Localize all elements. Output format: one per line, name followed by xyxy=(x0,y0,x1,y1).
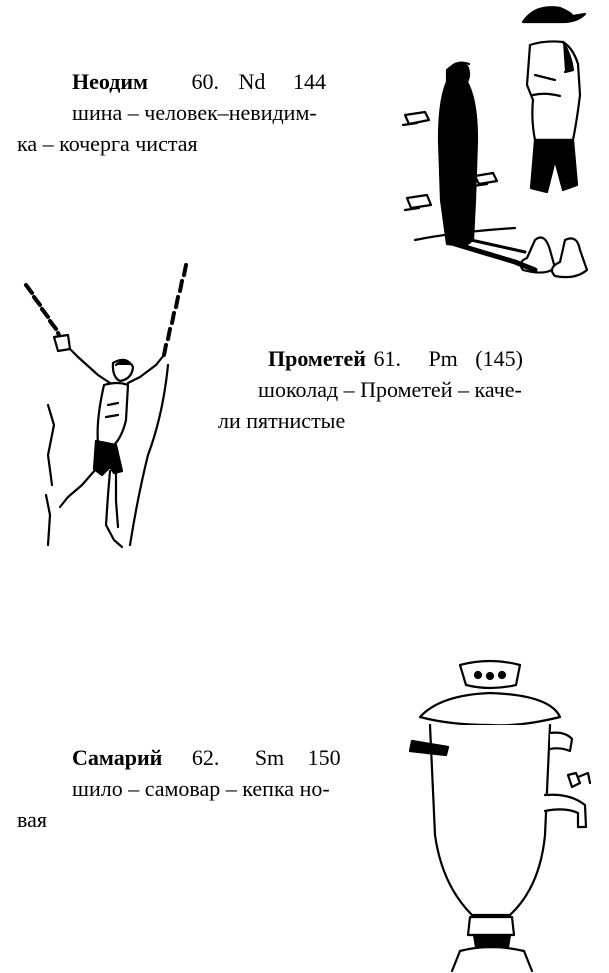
entry-neodymium xyxy=(17,66,326,159)
element-mass: 150 xyxy=(307,745,341,770)
entry-header xyxy=(72,66,326,97)
entry-header xyxy=(72,742,341,773)
element-symbol: Sm xyxy=(254,745,285,770)
element-name: Неодим xyxy=(72,69,149,94)
mnemonic-line: вая xyxy=(17,807,47,832)
prometheus-illustration xyxy=(18,245,208,575)
element-mass: (145) xyxy=(475,346,523,371)
element-mass: 144 xyxy=(292,69,326,94)
element-name: Прометей xyxy=(268,346,366,371)
element-number: 60. xyxy=(191,69,220,94)
invisible-man-illustration xyxy=(395,0,609,290)
mnemonic-line: шоколад – Прометей – каче- xyxy=(258,377,522,402)
element-symbol: Nd xyxy=(238,69,266,94)
element-symbol: Pm xyxy=(428,346,458,371)
entry-promethium xyxy=(218,343,523,436)
mnemonic-line: ка – кочерга чистая xyxy=(17,131,198,156)
samovar-illustration xyxy=(400,655,609,973)
entry-header xyxy=(268,343,523,374)
element-number: 61. xyxy=(373,346,401,371)
element-name: Самарий xyxy=(72,745,163,770)
entry-samarium xyxy=(17,742,341,835)
element-number: 62. xyxy=(191,745,220,770)
mnemonic-line: шина – человек–невидим- xyxy=(72,100,317,125)
mnemonic-line: ли пятнистые xyxy=(218,408,346,433)
mnemonic-line: шило – самовар – кепка но- xyxy=(72,776,330,801)
